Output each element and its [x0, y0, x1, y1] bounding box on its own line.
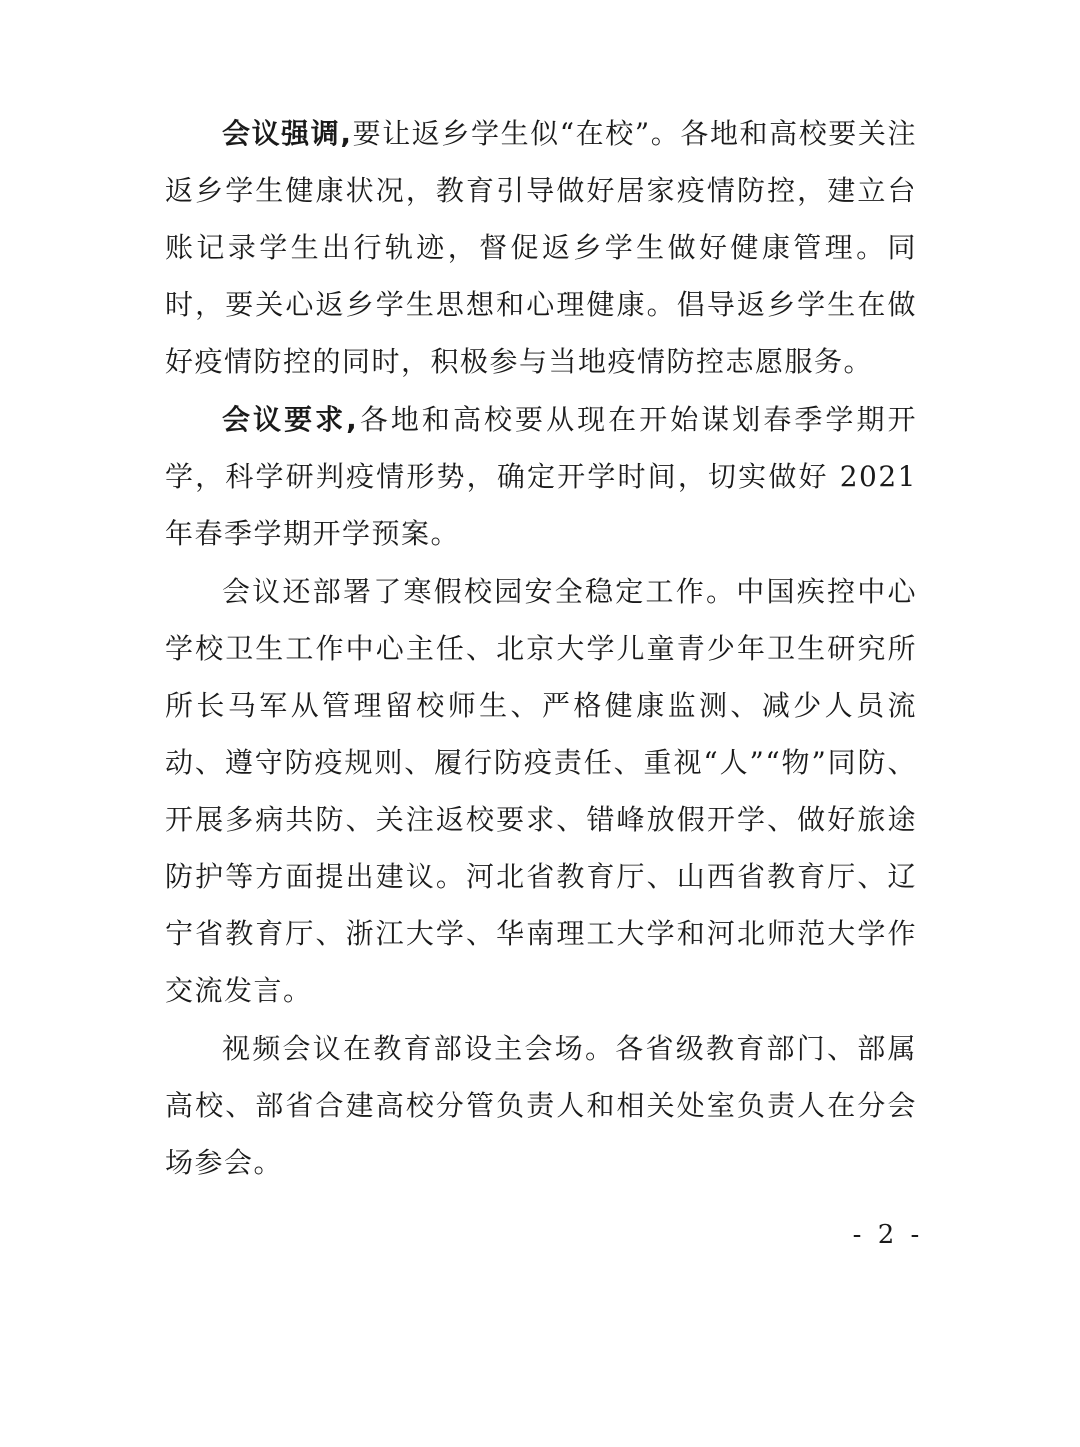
paragraph-text: 各地和高校要从现在开始谋划春季学期开学，科学研判疫情形势，确定开学时间，切实做好 2021 年春季学期开学预案。 — [165, 403, 917, 550]
paragraph-lead: 会议强调, — [222, 117, 353, 150]
paragraph-text: 要让返乡学生似“在校”。各地和高校要关注返乡学生健康状况，教育引导做好居家疫情防控，建立台账记录学生出行轨迹，督促返乡学生做好健康管理。同时，要关心返乡学生思想和心理健康。倡导返乡学生在做好疫情防控的同时，积极参与当地疫情防控志愿服务。 — [165, 117, 917, 378]
paragraph-safety — [165, 563, 917, 1019]
paragraph-lead: 会议要求, — [222, 403, 359, 436]
page-number: - 2 - — [852, 1220, 924, 1250]
paragraph-text: 视频会议在教育部设主会场。各省级教育部门、部属高校、部省合建高校分管负责人和相关处室负责人在分会场参会。 — [165, 1032, 917, 1179]
paragraph-venue — [165, 1020, 917, 1191]
paragraph-requirement — [165, 391, 917, 562]
paragraph-text: 会议还部署了寒假校园安全稳定工作。中国疾控中心学校卫生工作中心主任、北京大学儿童青少年卫生研究所所长马军从管理留校师生、严格健康监测、减少人员流动、遵守防疫规则、履行防疫责任、重视“人”“物”同防、开展多病共防、关注返校要求、错峰放假开学、做好旅途防护等方面提出建议。河北省教育厅、山西省教育厅、辽宁省教育厅、浙江大学、华南理工大学和河北师范大学作交流发言。 — [165, 575, 917, 1007]
paragraph-emphasis — [165, 105, 917, 390]
document-body — [165, 105, 917, 1192]
